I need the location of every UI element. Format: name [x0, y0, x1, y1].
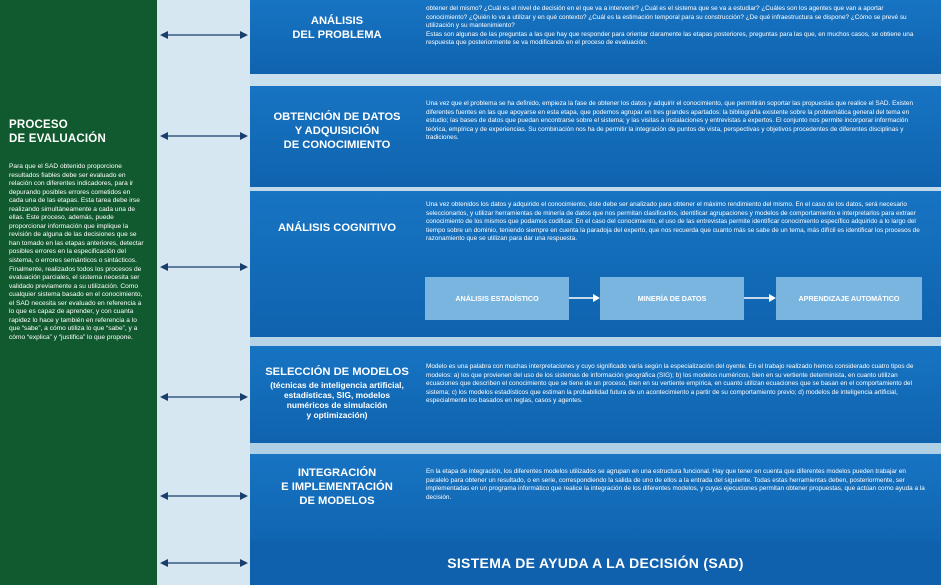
evaluation-title: PROCESO DE EVALUACIÓN: [9, 119, 106, 145]
evaluation-text: Para que el SAD obtenido proporcione resultados fiables debe ser evaluado en relación con diferentes indicadores, para ir depurando posibles errores cometidos en cada una de las etapas. Esta tarea debe irse realizando simultáneamente a cada una de ellas. Este proceso, además, puede proporcionar información que implique la revisión de alguna de las decisiones que se han tomado en las etapas anteriores, detectar posibles errores en la especificación del sistema, o errores semánticos o sintácticos. Finalmente, realizados todos los procesos de evaluación parciales, el sistema necesita ser validado previamente a su utilización. Como cualquier sistema basado en el conocimiento, el SAD necesita ser evaluado en referencia a lo que es capaz de aprender, y con cuanta rapidez lo hace y también en referencia a lo que “sabe”, a cómo utiliza lo que “sabe”, y a cómo “explica” y “justifica” lo que propone.: [9, 163, 144, 341]
stage-model-selection: [250, 346, 941, 443]
double-arrow: [160, 30, 248, 40]
step-data-mining: MINERÍA DE DATOS: [600, 277, 744, 320]
stage-text: obtener del mismo? ¿Cuál es el nivel de decisión en el que va a intervenir? ¿Cuál es el sistema que se va a estudiar? ¿Cuáles son los agentes que van a aportar conocimiento? ¿Quién lo va a utilizar y en qué contexto? ¿Cuál es la estimación temporal para su construcción? ¿De qué infraestructura se dispone? ¿Cómo se prevé su utilización y su mantenimiento? Estas son algunas de las preguntas a las que hay que responder para orientar claramente las etapas posteriores, preguntas para las que, en muchos casos, se obtiene una respuesta que posteriormente se va modificando en el proceso de evaluación.: [426, 5, 914, 46]
stage-title: ANÁLISIS COGNITIVO: [277, 222, 397, 234]
double-arrow: [160, 392, 248, 402]
stage-title: OBTENCIÓN DE DATOS Y ADQUISICIÓN DE CONOCIMIENTO: [273, 111, 401, 151]
stage-data-acquisition: [250, 86, 941, 187]
step-machine-learning: APRENDIZAJE AUTOMÁTICO: [776, 277, 922, 320]
double-arrow: [160, 131, 248, 141]
stage-subtitle: (técnicas de inteligencia artificial, estadísticas, SIG, modelos numéricos de simulación y optimización): [270, 380, 404, 420]
stage-problem-analysis: [250, 0, 941, 74]
stage-text: Modelo es una palabra con muchas interpretaciones y cuyo significado varía según la especialización del oyente. En el trabajo realizado hemos considerado cuatro tipos de modelos: a) los que provienen del uso de los sistemas de información geográfica (SIG); b) los modelos numéricos, bien en su vertiente determinista, en cuanto utilizan ecuaciones que describen el conocimiento que se tiene de un proceso, bien en su vertiente empírica, en cuanto utilizan ecuaciones que se basan en el comportamiento del sistema; c) los modelos estadísticos que estiman la probabilidad futura de un acontecimiento a partir de su comportamiento previo; d) modelos de inteligencia artificial, especialmente los basados en reglas, casos y agentes.: [426, 363, 914, 404]
step-statistical-analysis: ANÁLISIS ESTADÍSTICO: [425, 277, 569, 320]
stage-title: SELECCIÓN DE MODELOS: [265, 366, 409, 378]
stage-title: INTEGRACIÓN E IMPLEMENTACIÓN DE MODELOS: [281, 467, 393, 507]
double-arrow: [160, 491, 248, 501]
stage-title: ANÁLISIS DEL PROBLEMA: [292, 15, 382, 41]
stage-text: Una vez obtenidos los datos y adquirido el conocimiento, éste debe ser analizado para obtener el máximo rendimiento del mismo. En el caso de los datos, será necesario seleccionarlos, y utilizar herramientas de minería de datos que nos permitan clasificarlos, identificar agrupaciones y modelos de comportamiento e interpretarlos para extraer conocimiento de los mismos que podamos codificar. En el caso del conocimiento, el uso de las entrevistas permite identificar conocimiento específico adquirido a lo largo del tiempo sobre un dominio, teniendo siempre en cuenta la paradoja del experto, que nos recuerda que cuanto más se sabe de un tema, más difícil es identificar los procesos de razonamiento que se utilizan para dar una respuesta.: [426, 201, 920, 242]
stage-text: En la etapa de integración, los diferentes modelos utilizados se agrupan en una estructura funcional. Hay que tener en cuenta que diferentes modelos pueden trabajar en paralelo para obtener un resultado, o en serie, correspondiendo la salida de uno de ellos a la entrada del siguiente. Todas estas herramientas deben, posteriormente, ser implementadas en un programa informático que realice la integración de los diferentes modelos, y cuyas ejecuciones permitan obtener propuestas, que actúan como ayuda a la decisión.: [426, 468, 925, 501]
stage-integration: [250, 454, 941, 552]
step-arrow: [744, 293, 776, 303]
double-arrow: [160, 262, 248, 272]
double-arrow: [160, 558, 248, 568]
step-arrow: [569, 293, 600, 303]
stage-text: Una vez que el problema se ha definido, empieza la fase de obtener los datos y adquirir el conocimiento, que permitirán soportar las propuestas que realice el SAD. Existen diferentes fuentes en las que apoyarse en esta etapa, que podemos agrupar en tres grandes apartados: la bibliografía existente sobre la problemática general del tema en estudio; las bases de datos que puedan encontrarse sobre el sistema; y las visitas a instalaciones y entrevistas a expertos. El conjunto nos permite incorporar información teórica, empírica y de experiencias. Su combinación nos ha de permitir la integración de puntos de vista, perspectivas y objetivos procedentes de diferentes disciplinas y tradiciones.: [426, 100, 914, 141]
sad-final-box: SISTEMA DE AYUDA A LA DECISIÓN (SAD): [250, 541, 941, 585]
evaluation-panel: [0, 0, 157, 585]
